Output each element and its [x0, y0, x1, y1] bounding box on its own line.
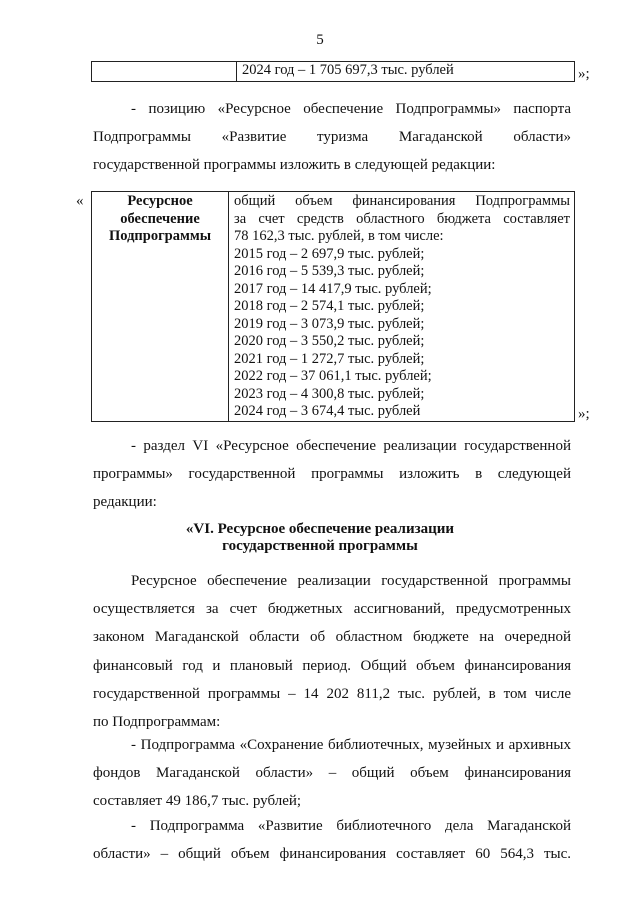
section-heading	[0, 521, 640, 554]
year-line: 2015 год – 2 697,9 тыс. рублей;	[234, 245, 425, 262]
year-line: 2017 год – 14 417,9 тыс. рублей;	[234, 280, 432, 297]
text-line: программы» государственной программы изложить в следующей	[93, 466, 571, 483]
label-line: Подпрограммы	[108, 228, 212, 244]
year-line: 2020 год – 3 550,2 тыс. рублей;	[234, 333, 425, 349]
text-line: государственной программы изложить в следующей редакции:	[93, 157, 496, 174]
text-line: составляет 49 186,7 тыс. рублей;	[93, 793, 302, 810]
text-line: - Подпрограмма «Сохранение библиотечных, музейных и архивных	[131, 737, 571, 753]
text-line: государственной программы – 14 202 811,2 тыс. рублей, в том числе	[93, 685, 571, 702]
label-line: обеспечение	[120, 210, 200, 227]
closing-quote-2: »;	[578, 406, 590, 422]
text-line: по Подпрограммам:	[93, 714, 221, 731]
text-line: законом Магаданской области об областном бюджете на очередной	[93, 629, 571, 646]
table-value-cell	[229, 192, 575, 422]
value-line: 78 162,3 тыс. рублей, в том числе:	[234, 228, 444, 244]
page-number: 5	[316, 32, 324, 48]
text-line: - раздел VI «Ресурсное обеспечение реализации государственной	[131, 438, 571, 454]
value-line: за счет средств областного бюджета составляет	[234, 210, 570, 227]
table-label-cell	[92, 192, 229, 422]
label-line: Ресурсное	[127, 193, 193, 209]
instruction-position	[93, 95, 571, 180]
heading-line: государственной программы	[222, 537, 418, 554]
year-line: 2024 год – 3 674,4 тыс. рублей	[234, 403, 421, 419]
resource-table	[91, 191, 575, 422]
year-line: 2019 год – 3 073,9 тыс. рублей;	[234, 315, 425, 332]
text-line: финансовый год и плановый период. Общий объем финансирования	[93, 657, 571, 674]
instruction-section	[93, 432, 571, 517]
year-line: 2022 год – 37 061,1 тыс. рублей;	[234, 368, 432, 384]
text-line: редакции:	[93, 494, 157, 511]
closing-quote-1: »;	[578, 66, 590, 82]
table-row	[92, 192, 575, 422]
text-line: Ресурсное обеспечение реализации государственной программы	[131, 573, 571, 589]
continuation-table	[91, 61, 575, 82]
text-line: области» – общий объем финансирования составляет 60 564,3 тыс.	[93, 846, 571, 863]
year-line: 2023 год – 4 300,8 тыс. рублей;	[234, 385, 425, 402]
text-line: Подпрограммы «Развитие туризма Магаданской области»	[93, 129, 571, 146]
year-line: 2018 год – 2 574,1 тыс. рублей;	[234, 298, 425, 314]
body-paragraph	[93, 567, 571, 736]
subprogram-1-paragraph	[93, 731, 571, 816]
opening-quote: «	[76, 193, 84, 209]
table-cell-2024: 2024 год – 1 705 697,3 тыс. рублей	[237, 62, 575, 82]
value-line: общий объем финансирования Подпрограммы	[234, 193, 570, 209]
subprogram-2-paragraph	[93, 812, 571, 868]
text-line: осуществляется за счет бюджетных ассигнований, предусмотренных	[93, 601, 571, 618]
table-cell-empty	[92, 62, 237, 82]
year-line: 2016 год – 5 539,3 тыс. рублей;	[234, 263, 425, 279]
text-line: - Подпрограмма «Развитие библиотечного дела Магаданской	[131, 818, 571, 834]
text-line: фондов Магаданской области» – общий объем финансирования	[93, 765, 571, 782]
table-row	[92, 62, 575, 82]
year-line: 2021 год – 1 272,7 тыс. рублей;	[234, 350, 425, 367]
text-line: - позицию «Ресурсное обеспечение Подпрограммы» паспорта	[131, 101, 571, 117]
heading-line: «VI. Ресурсное обеспечение реализации	[185, 521, 455, 537]
